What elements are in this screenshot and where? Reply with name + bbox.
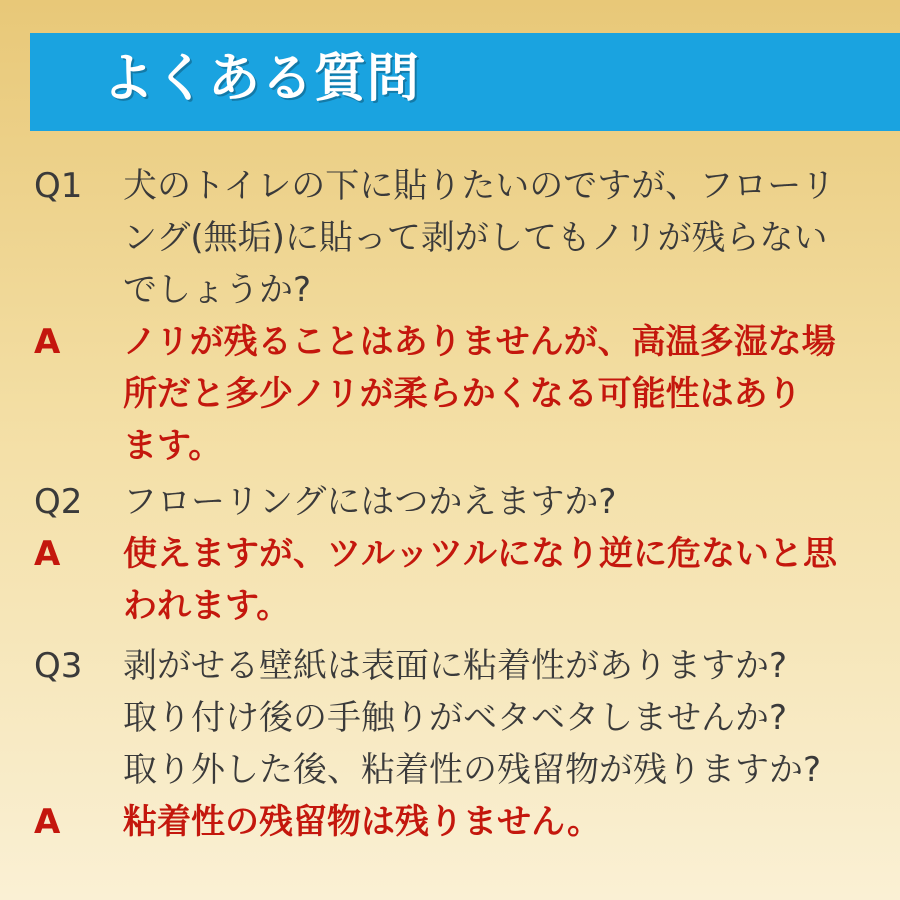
page-title: よくある質問 [102, 49, 421, 109]
answer-text [123, 528, 883, 632]
answer-label: A [34, 534, 61, 574]
question-line: 取り付け後の手触りがベタベタしませんか? [123, 698, 788, 738]
answer-text [123, 316, 883, 472]
answer-line: ます。 [123, 426, 223, 466]
answer-line: 粘着性の残留物は残りません。 [123, 802, 602, 842]
question-label: Q1 [34, 166, 83, 206]
answer-line: われます。 [123, 586, 291, 626]
question-text [123, 640, 883, 796]
question-label: Q2 [34, 482, 83, 522]
question-label: Q3 [34, 646, 83, 686]
answer-label: A [34, 322, 61, 362]
question-line: 取り外した後、粘着性の残留物が残りますか? [123, 750, 822, 790]
answer-text [123, 796, 883, 848]
question-line: でしょうか? [123, 270, 312, 310]
question-line: ング(無垢)に貼って剥がしてもノリが残らない [123, 218, 828, 258]
answer-label: A [34, 802, 61, 842]
question-line: 剥がせる壁紙は表面に粘着性がありますか? [123, 646, 788, 686]
question-line: フローリングにはつかえますか? [123, 482, 617, 522]
question-line: 犬のトイレの下に貼りたいのですが、フローリ [123, 166, 836, 206]
answer-line: ノリが残ることはありませんが、高温多湿な場 [123, 322, 836, 362]
question-text [123, 160, 883, 316]
answer-line: 所だと多少ノリが柔らかくなる可能性はあり [123, 374, 802, 414]
question-text [123, 476, 883, 528]
answer-line: 使えますが、ツルッツルになり逆に危ないと思 [123, 534, 837, 574]
